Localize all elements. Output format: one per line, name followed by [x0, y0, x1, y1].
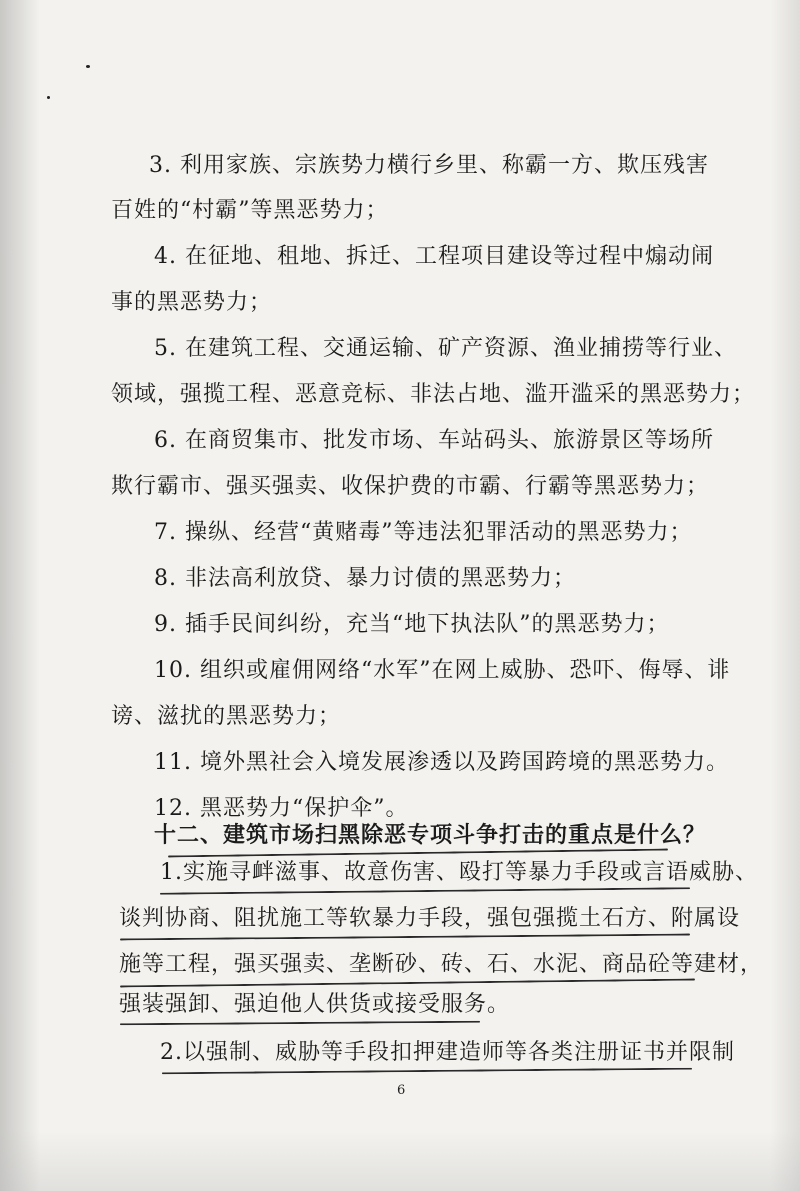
section-paragraph-1-line-1: 1.实施寻衅滋事、故意伤害、殴打等暴力手段或言语威胁、: [160, 860, 758, 885]
list-item-7: 7. 操纵、经营“黄赌毒”等违法犯罪活动的黑恶势力；: [154, 520, 693, 545]
scan-speck: [47, 96, 50, 99]
scan-speck: [86, 65, 90, 68]
section-paragraph-1-line-4: 强装强卸、强迫他人供货或接受服务。: [119, 992, 511, 1017]
list-item-12: 12. 黑恶势力“保护伞”。: [154, 796, 409, 821]
section-paragraph-2-line-1: 2.以强制、威胁等手段扣押建造师等各类注册证书并限制: [160, 1040, 735, 1065]
handwritten-underline: [120, 934, 690, 941]
handwritten-underline: [120, 1021, 480, 1026]
list-item-3-line-2: 百姓的“村霸”等黑恶势力；: [111, 198, 389, 223]
handwritten-underline: [162, 1068, 692, 1075]
section-heading: 十二、建筑市场扫黑除恶专项斗争打击的重点是什么？: [154, 822, 707, 848]
list-item-5-line-2: 领域，强揽工程、恶意竞标、非法占地、滥开滥采的黑恶势力；: [111, 382, 756, 407]
list-item-4-line-2: 事的黑恶势力；: [111, 290, 273, 315]
list-item-9: 9. 插手民间纠纷，充当“地下执法队”的黑恶势力；: [154, 612, 670, 637]
list-item-4-line-1: 4. 在征地、租地、拆迁、工程项目建设等过程中煽动闹: [154, 244, 714, 269]
list-item-6-line-2: 欺行霸市、强买强卖、收保护费的市霸、行霸等黑恶势力；: [111, 474, 710, 499]
section-paragraph-1-line-2: 谈判协商、阻扰施工等软暴力手段，强包强揽土石方、附属设: [119, 906, 741, 931]
list-item-8: 8. 非法高利放贷、暴力讨债的黑恶势力；: [154, 566, 576, 591]
page-number: 6: [397, 1083, 406, 1098]
section-paragraph-1-line-3: 施等工程，强买强卖、垄断砂、砖、石、水泥、商品砼等建材，: [119, 952, 764, 977]
list-item-6-line-1: 6. 在商贸集市、批发市场、车站码头、旅游景区等场所: [154, 428, 714, 453]
list-item-5-line-1: 5. 在建筑工程、交通运输、矿产资源、渔业捕捞等行业、: [154, 336, 737, 361]
list-item-11: 11. 境外黑社会入境发展渗透以及跨国跨境的黑恶势力。: [154, 750, 729, 775]
list-item-10-line-2: 谤、滋扰的黑恶势力；: [111, 704, 342, 729]
list-item-3-line-1: 3. 利用家族、宗族势力横行乡里、称霸一方、欺压残害: [149, 153, 709, 178]
list-item-10-line-1: 10. 组织或雇佣网络“水军”在网上威胁、恐吓、侮辱、诽: [154, 658, 731, 683]
handwritten-underline: [160, 887, 690, 895]
